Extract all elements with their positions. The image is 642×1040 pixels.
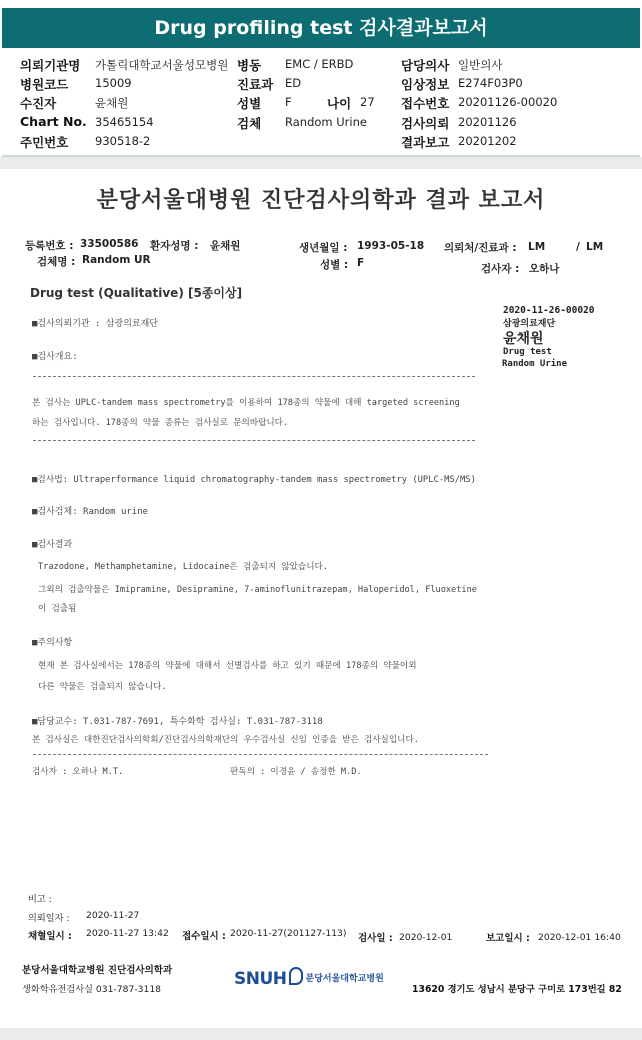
age-value: 27 [360,95,375,109]
specimen-name-label: 검체명 : [37,256,76,268]
result-report-label: 결과보고 [401,135,450,150]
ward-value: EMC / ERBD [285,57,354,71]
stamp-org: 삼광의료재단 [503,319,556,329]
sex-label: 성별 [237,96,262,111]
reader-sign: 판독의 : 이경윤 / 송정한 M.D. [230,767,362,777]
patient-name-label: 환자성명 : [150,240,199,252]
caution-heading: ■주의사항 [32,638,73,648]
stamp-name: 윤채원 [503,331,544,347]
doctor-label: 담당의사 [401,58,450,73]
institution-line: ■검사의뢰기관 : 삼광의료재단 [32,319,159,329]
banner-title: Drug profiling test 검사결과보고서 [154,17,488,39]
result-line-1: Trazodone, Methamphetamine, Lidocaine은 검출되지 않았습니다. [38,562,328,572]
test-name: Drug test (Qualitative) [5종이상] [30,286,243,300]
collect-value: 2020-11-27 13:42 [86,928,169,939]
specimen-line: ■검사검체: Random urine [32,507,149,517]
dept-value-2: LM [586,241,604,253]
clinical-info-value: E274F03P0 [458,76,523,90]
specimen-label: 검체 [237,116,262,131]
resident-no-value: 930518-2 [95,134,151,148]
ward-label: 병동 [237,58,262,73]
dept-separator: / [576,241,580,253]
receive-label: 접수일시 : [182,931,226,942]
overview-line-1: 본 검사는 UPLC-tandem mass spectrometry를 이용하여 178종의 약물에 대해 targeted screening [32,398,460,408]
dob-value: 1993-05-18 [357,240,425,252]
lab-phone: 생화학유전검사실 031-787-3118 [22,984,162,995]
logo-mark-icon [289,967,303,985]
dashed-rule [33,376,475,377]
caution-line-2: 다른 약물은 검출되지 않습니다. [38,682,167,692]
specimen-name-value: Random UR [82,254,151,266]
req-date-value: 2020-11-27 [86,910,140,921]
result-line-2: 그외의 검출약물은 Imipramine, Desipramine, 7-aminoflunitrazepam, Haloperidol, Fluoxetine [38,585,477,595]
report-banner [2,8,640,48]
report-title: 분당서울대병원 진단검사의학과 결과 보고서 [96,188,546,213]
report-date-label: 보고일시 : [486,933,530,944]
stamp-specimen: Random Urine [502,359,568,369]
logo-wordmark: SNUH [234,969,287,989]
tester-value: 오하나 [529,263,560,275]
receive-value: 2020-11-27(201127-113) [230,928,347,939]
result-report-value: 20201202 [458,134,517,148]
dashed-rule [33,440,475,441]
age-label: 나이 [327,96,352,111]
department-label: 진료과 [237,77,274,92]
hospital-code-value: 15009 [95,76,132,90]
overview-heading: ■검사개요: [32,352,78,362]
specimen-value: Random Urine [285,115,367,129]
note-label: 비고 : [28,894,52,905]
report-sex-label: 성별 : [320,259,349,271]
report-sex-value: F [357,257,365,269]
professor-line: ■담당교수: T.031-787-7691, 특수화학 검사실: T.031-787-3118 [32,717,323,727]
result-line-3: 이 검출됨 [38,604,77,614]
method-line: ■검사법: Ultraperformance liquid chromatography-tandem mass spectrometry (UPLC-MS/MS) [32,475,476,485]
certification-line: 본 검사실은 대한진단검사의학회/진단검사의학재단의 우수검사실 신임 인증을 받은 검사실입니다. [32,735,419,745]
collect-label: 채혈일시 : [28,931,72,942]
receipt-no-label: 접수번호 [401,96,450,111]
reg-no-value: 33500586 [80,238,139,250]
receipt-no-value: 20201126-00020 [458,95,558,109]
page-gap [0,157,642,169]
dept-value-1: LM [528,241,546,253]
dashed-rule [33,754,488,755]
patient-value: 윤채원 [95,96,129,110]
institution-label: 의뢰기관명 [20,58,81,73]
result-heading: ■검사결과 [32,540,73,550]
page-bottom [0,1028,642,1040]
dob-label: 생년월일 : [299,242,348,254]
hospital-logo [234,967,384,989]
tester-label: 검사자 : [481,263,520,275]
stamp-accession: 2020-11-26-00020 [503,305,595,316]
logo-hospital-name: 분당서울대학교병원 [305,974,384,984]
chart-no-value: 35465154 [95,115,154,129]
request-date-value: 20201126 [458,115,517,129]
sex-value: F [285,95,292,109]
resident-no-label: 주민번호 [20,135,69,150]
req-date-label: 의뢰일자 : [28,913,70,924]
doctor-value: 일반의사 [458,58,503,72]
request-date-label: 검사의뢰 [401,116,450,131]
stamp-test: Drug test [503,347,552,357]
patient-name-value: 윤채원 [210,240,241,252]
department-value: ED [285,76,302,90]
tester-sign: 검사자 : 오하나 M.T. [32,767,124,777]
hospital-code-label: 병원코드 [20,77,69,92]
test-date-label: 검사일 : [358,933,393,944]
patient-label: 수진자 [20,96,57,111]
institution-value: 가톨릭대학교서울성모병원 [95,58,229,72]
test-date-value: 2020-12-01 [399,932,453,943]
caution-line-1: 현재 본 검사실에서는 178종의 약물에 대해서 선별검사를 하고 있기 때문에 178종의 약물이외 [38,661,417,671]
dept-label: 의뢰처/진료과 : [444,242,517,254]
reg-no-label: 등록번호 : [25,240,74,252]
overview-line-2: 하는 검사입니다. 178종의 약물 종류는 검사실로 문의바랍니다. [32,418,289,428]
clinical-info-label: 임상정보 [401,77,450,92]
report-date-value: 2020-12-01 16:40 [538,932,621,943]
chart-no-label: Chart No. [20,114,87,129]
hospital-address: 13620 경기도 성남시 분당구 구미로 173번길 82 [412,984,622,995]
lab-dept-name: 분당서울대학교병원 진단검사의학과 [22,965,173,976]
